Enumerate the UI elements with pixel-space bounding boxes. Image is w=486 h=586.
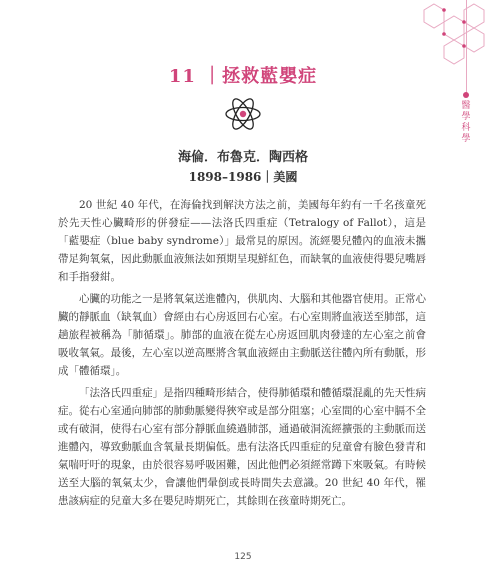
body-text xyxy=(58,196,426,514)
author-name: 海倫．布魯克．陶西格 xyxy=(177,150,308,165)
section-tab-label: 醫學科學 xyxy=(461,101,471,144)
paragraph: 20 世紀 40 年代，在海倫找到解決方法之前，美國每年約有一千名孩童死於先天性心臟畸形的併發症——法洛氏四重症（Tetralogy of Fallot），這是「藍嬰症（blue baby syndrome）」最常見的原因。流經嬰兒體內的血液未攜帶足夠氧氣，因此動脈血液無法如預期呈現鮮紅色，而缺氧的血液使得嬰兒嘴唇和手指發紺。 xyxy=(58,199,426,283)
section-tab xyxy=(460,92,472,145)
chapter-title: 11 ｜拯救藍嬰症 xyxy=(168,66,318,87)
page-number: 125 xyxy=(234,552,252,562)
section-tab-dot xyxy=(463,92,469,98)
atom-icon xyxy=(223,94,263,134)
paragraph: 「法洛氏四重症」是指四種畸形結合，使得肺循環和體循環混亂的先天性病症。從右心室通向肺部的肺動脈變得狹窄或是部分阻塞；心室間的心室中膈不全或有破洞，使得右心室有部分靜脈血繞過肺部，通過破洞流經擴張的主動脈而送進體內，導致動脈血含氧量長期偏低。患有法洛氏四重症的兒童會有臉色發青和氣喘吁吁的現象，由於很容易呼吸困難，因此他們必須經常蹲下來吸氣。有時候送至大腦的氧氣太少，會讓他們暈倒或長時間失去意識。20 世紀 40 年代，罹患該病症的兒童大多在嬰兒時期死亡，其餘則在孩童時期死亡。 xyxy=(58,387,426,507)
paragraph: 心臟的功能之一是將氧氣送進體內，供肌肉、大腦和其他器官使用。正常心臟的靜脈血（缺氧血）會經由右心房返回右心室。右心室則將血液送至肺部，這趟旅程被稱為「肺循環」。肺部的血液在從左心房返回肌肉發達的左心室之前會吸收氧氣。最後，左心室以逆高壓將含氧血液經由主動脈送往體內所有動脈，形成「體循環」。 xyxy=(58,293,426,377)
author-years: 1898–1986｜美國 xyxy=(188,170,298,184)
